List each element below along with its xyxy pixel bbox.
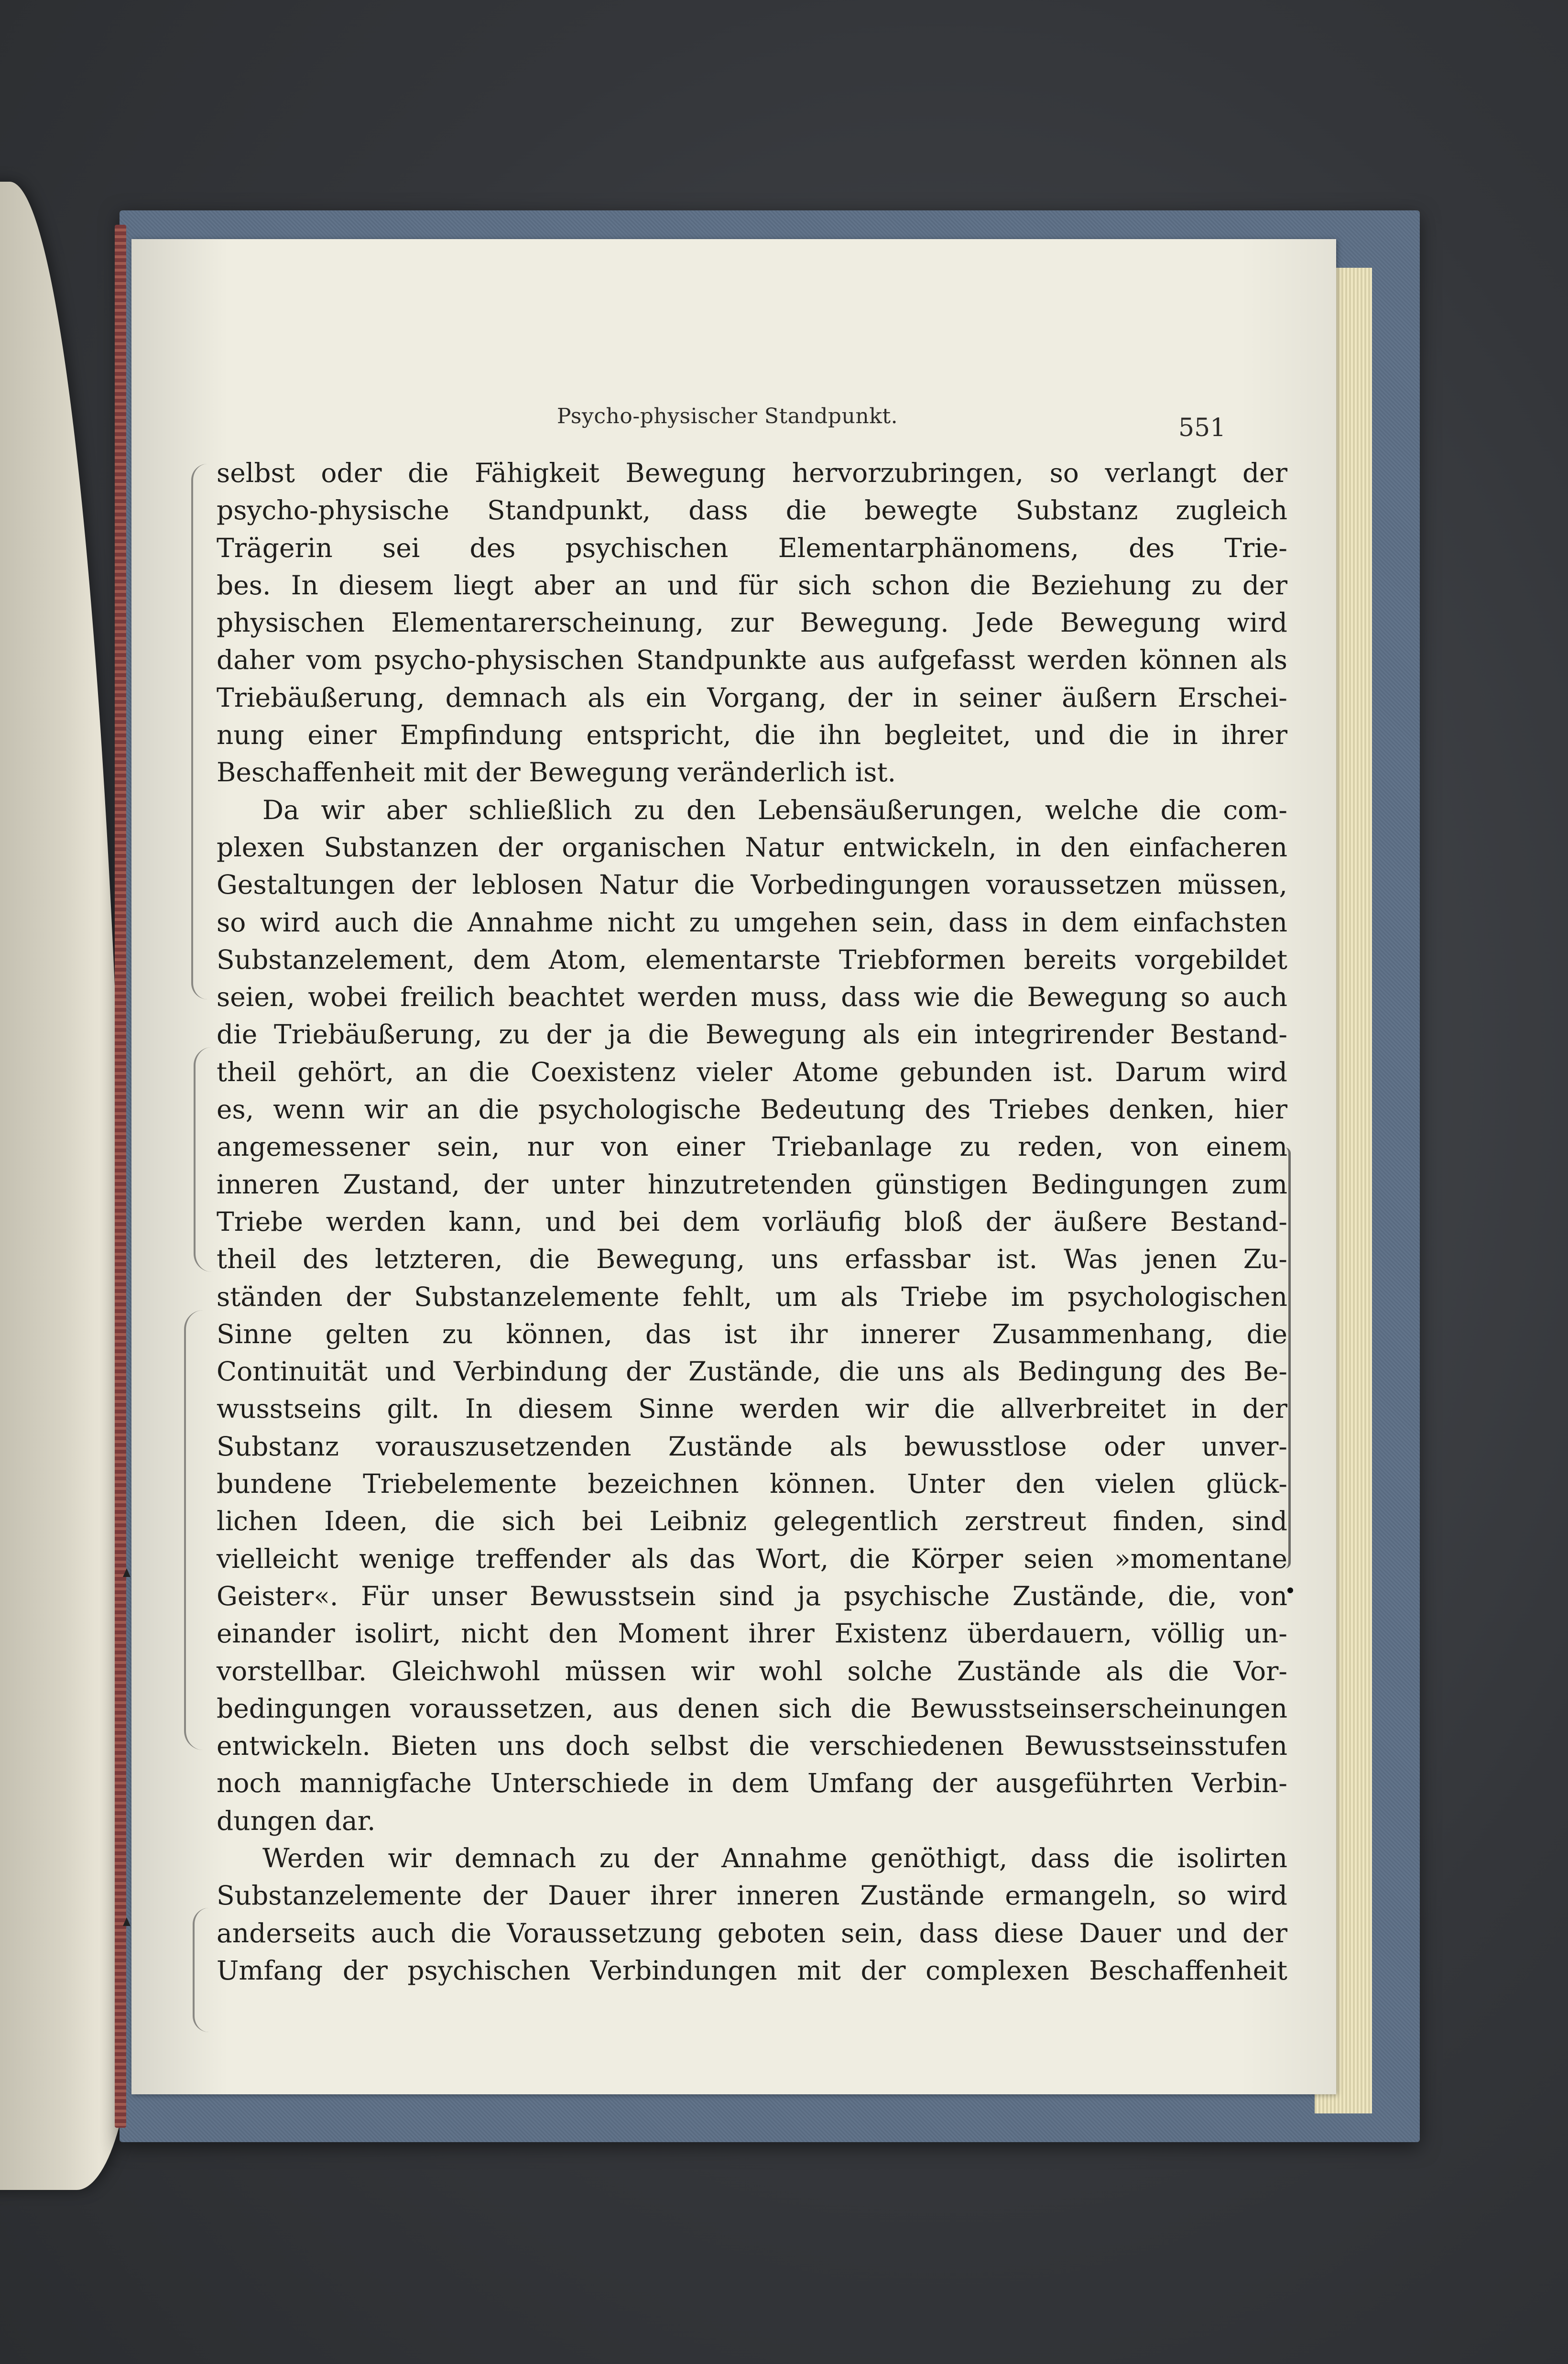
text-line: bes. In diesem liegt aber an und für sich schon die Beziehung zu der xyxy=(217,569,1287,601)
text-line: daher vom psycho-physischen Standpunkte aus aufgefasst werden können als xyxy=(217,645,1287,676)
facing-page-edge xyxy=(0,182,134,2190)
pencil-side-mark xyxy=(1269,1148,1291,1568)
text-line: Umfang der psychischen Verbindungen mit der complexen Beschaffenheit xyxy=(217,1955,1287,1986)
margin-tab-mark xyxy=(123,1568,131,1577)
text-line: seien, wobei freilich beachtet werden muss, dass wie die Bewegung so auch xyxy=(217,982,1287,1013)
text-line: Geister«. Für unser Bewusstsein sind ja psychische Zustände, die, von xyxy=(217,1580,1287,1611)
text-line: Substanzelement, dem Atom, elementarste Triebformen bereits vorgebildet xyxy=(217,944,1287,975)
text-line: Sinne gelten zu können, das ist ihr innerer Zusammenhang, die xyxy=(217,1318,1287,1349)
pencil-bracket-mark xyxy=(193,1908,209,2032)
page-header xyxy=(557,404,1274,447)
text-line: Substanzelemente der Dauer ihrer inneren Zustände ermangeln, so wird xyxy=(217,1880,1287,1911)
pencil-bracket-mark xyxy=(191,464,207,999)
text-line: noch mannigfache Unterschiede in dem Umfang der ausgeführten Verbin- xyxy=(217,1768,1287,1799)
text-line: Substanz vorauszusetzenden Zustände als bewusstlose oder unver- xyxy=(217,1431,1287,1462)
book-page xyxy=(131,239,1336,2094)
text-line: plexen Substanzen der organischen Natur entwickeln, in den einfacheren xyxy=(217,832,1287,863)
margin-tab-mark xyxy=(123,1917,131,1926)
text-line: psycho-physische Standpunkt, dass die bewegte Substanz zugleich xyxy=(217,495,1287,526)
text-line: theil gehört, an die Coexistenz vieler Atome gebunden ist. Darum wird xyxy=(217,1056,1287,1087)
text-line: inneren Zustand, der unter hinzutretenden günstigen Bedingungen zum xyxy=(217,1169,1287,1200)
running-head: Psycho-physischer Standpunkt. xyxy=(557,404,898,428)
text-line: vorstellbar. Gleichwohl müssen wir wohl solche Zustände als die Vor- xyxy=(217,1655,1287,1686)
text-line: angemessener sein, nur von einer Triebanlage zu reden, von einem xyxy=(217,1131,1287,1162)
text-line: Beschaffenheit mit der Bewegung veränderlich ist. xyxy=(217,757,896,788)
text-line: einander isolirt, nicht den Moment ihrer Existenz überdauern, völlig un- xyxy=(217,1618,1287,1649)
text-line: Gestaltungen der leblosen Natur die Vorbedingungen voraussetzen müssen, xyxy=(217,869,1287,900)
text-line: nung einer Empfindung entspricht, die ihn begleitet, und die in ihrer xyxy=(217,720,1287,751)
body-text xyxy=(217,454,1287,1989)
text-line: anderseits auch die Voraussetzung geboten sein, dass diese Dauer und der xyxy=(217,1917,1287,1948)
text-line: dungen dar. xyxy=(217,1805,376,1836)
text-line: lichen Ideen, die sich bei Leibniz gelegentlich zerstreut finden, sind xyxy=(217,1506,1287,1537)
pencil-bracket-mark xyxy=(184,1310,205,1750)
text-line: Da wir aber schließlich zu den Lebensäußerungen, welche die com- xyxy=(262,794,1287,825)
text-line: physischen Elementarerscheinung, zur Bewegung. Jede Bewegung wird xyxy=(217,607,1287,638)
text-line: Werden wir demnach zu der Annahme genöthigt, dass die isolirten xyxy=(262,1842,1287,1873)
spine-edge xyxy=(115,225,126,2128)
margin-dot-mark xyxy=(1287,1587,1293,1593)
text-line: theil des letzteren, die Bewegung, uns erfassbar ist. Was jenen Zu- xyxy=(217,1244,1287,1275)
text-line: vielleicht wenige treffender als das Wort, die Körper seien »momentane xyxy=(217,1543,1287,1574)
text-line: Triebäußerung, demnach als ein Vorgang, der in seiner äußern Erschei- xyxy=(217,682,1287,713)
text-line: entwickeln. Bieten uns doch selbst die verschiedenen Bewusstseinsstufen xyxy=(217,1730,1287,1762)
text-line: so wird auch die Annahme nicht zu umgehen sein, dass in dem einfachsten xyxy=(217,907,1287,938)
text-line: bundene Triebelemente bezeichnen können. Unter den vielen glück- xyxy=(217,1468,1287,1499)
text-line: wusstseins gilt. In diesem Sinne werden wir die allverbreitet in der xyxy=(217,1393,1287,1424)
text-line: bedingungen voraussetzen, aus denen sich die Bewusstseinserscheinungen xyxy=(217,1693,1287,1724)
text-line: es, wenn wir an die psychologische Bedeutung des Triebes denken, hier xyxy=(217,1094,1287,1125)
text-line: Trägerin sei des psychischen Elementarphänomens, des Trie- xyxy=(217,532,1287,563)
text-line: Triebe werden kann, und bei dem vorläufig bloß der äußere Bestand- xyxy=(217,1206,1287,1237)
text-line: die Triebäußerung, zu der ja die Bewegung als ein integrirender Bestand- xyxy=(217,1019,1287,1050)
text-line: ständen der Substanzelemente fehlt, um als Triebe im psychologischen xyxy=(217,1281,1287,1312)
text-line: Continuität und Verbindung der Zustände, die uns als Bedingung des Be- xyxy=(217,1356,1287,1387)
pencil-bracket-mark xyxy=(194,1047,212,1272)
text-line: selbst oder die Fähigkeit Bewegung hervorzubringen, so verlangt der xyxy=(217,458,1287,488)
page-number: 551 xyxy=(1178,414,1226,442)
